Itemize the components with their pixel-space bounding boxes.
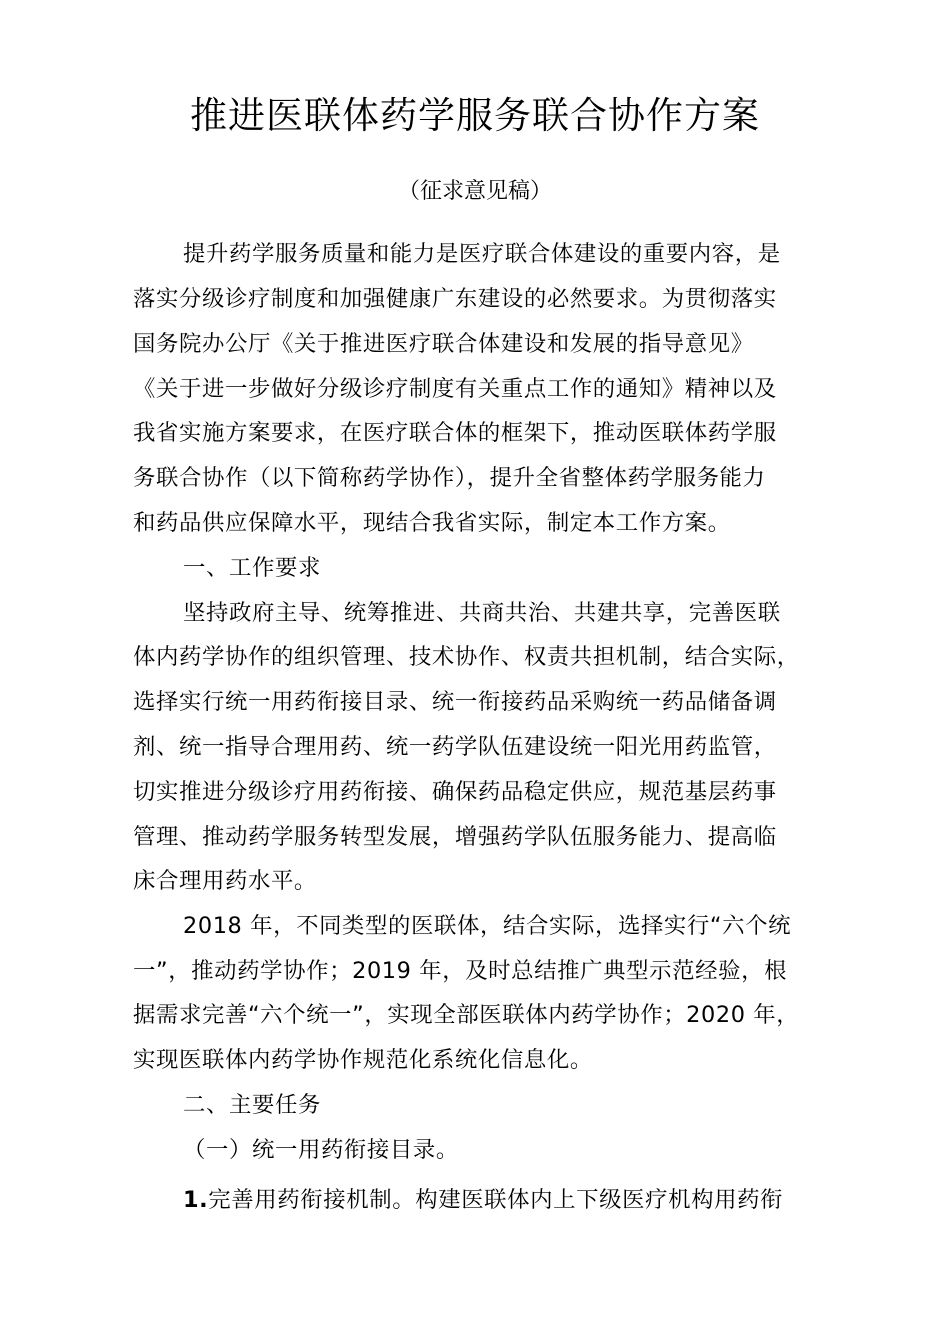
section-heading-main-tasks: 二、主要任务 (183, 1092, 321, 1118)
paragraph-line: 提升药学服务质量和能力是医疗联合体建设的重要内容，是 (183, 241, 781, 267)
document-subtitle: （征求意见稿） (397, 179, 552, 204)
subsection-heading: （一）统一用药衔接目录。 (183, 1137, 459, 1163)
paragraph-line: 我省实施方案要求，在医疗联合体的框架下，推动医联体药学服 (133, 420, 777, 446)
paragraph-line: 切实推进分级诊疗用药衔接、确保药品稳定供应，规范基层药事 (133, 779, 777, 805)
paragraph-line: 体内药学协作的组织管理、技术协作、权责共担机制，结合实际， (133, 644, 800, 670)
paragraph-line: 管理、推动药学服务转型发展，增强药学队伍服务能力、提高临 (133, 824, 777, 850)
paragraph-line: 实现医联体内药学协作规范化系统化信息化。 (133, 1047, 593, 1073)
paragraph-line: 务联合协作（以下简称药学协作），提升全省整体药学服务能力 (133, 465, 766, 491)
paragraph-line: 2018 年，不同类型的医联体，结合实际，选择实行“六个统 (183, 913, 792, 939)
document-title: 推进医联体药学服务联合协作方案 (190, 94, 760, 137)
paragraph-line: 落实分级诊疗制度和加强健康广东建设的必然要求。为贯彻落实 (133, 286, 777, 312)
numbered-item-line (183, 1183, 783, 1217)
paragraph-line: 《关于进一步做好分级诊疗制度有关重点工作的通知》精神以及 (133, 376, 777, 402)
paragraph-line: 剂、统一指导合理用药、统一药学队伍建设统一阳光用药监管， (133, 734, 777, 760)
paragraph-line: 坚持政府主导、统筹推进、共商共治、共建共享，完善医联 (183, 600, 781, 626)
section-heading-requirements: 一、工作要求 (183, 555, 321, 581)
paragraph-line: 和药品供应保障水平，现结合我省实际，制定本工作方案。 (133, 510, 731, 536)
paragraph-line: 据需求完善“六个统一”，实现全部医联体内药学协作；2020 年， (133, 1002, 800, 1028)
item-text: 完善用药衔接机制。构建医联体内上下级医疗机构用药衔 (208, 1187, 784, 1213)
paragraph-line: 选择实行统一用药衔接目录、统一衔接药品采购统一药品储备调 (133, 689, 777, 715)
paragraph-line: 床合理用药水平。 (133, 868, 317, 894)
paragraph-line: 国务院办公厅《关于推进医疗联合体建设和发展的指导意见》 (133, 331, 754, 357)
paragraph-line: 一”，推动药学协作；2019 年，及时总结推广典型示范经验，根 (133, 958, 788, 984)
item-number: 1. (183, 1187, 209, 1213)
